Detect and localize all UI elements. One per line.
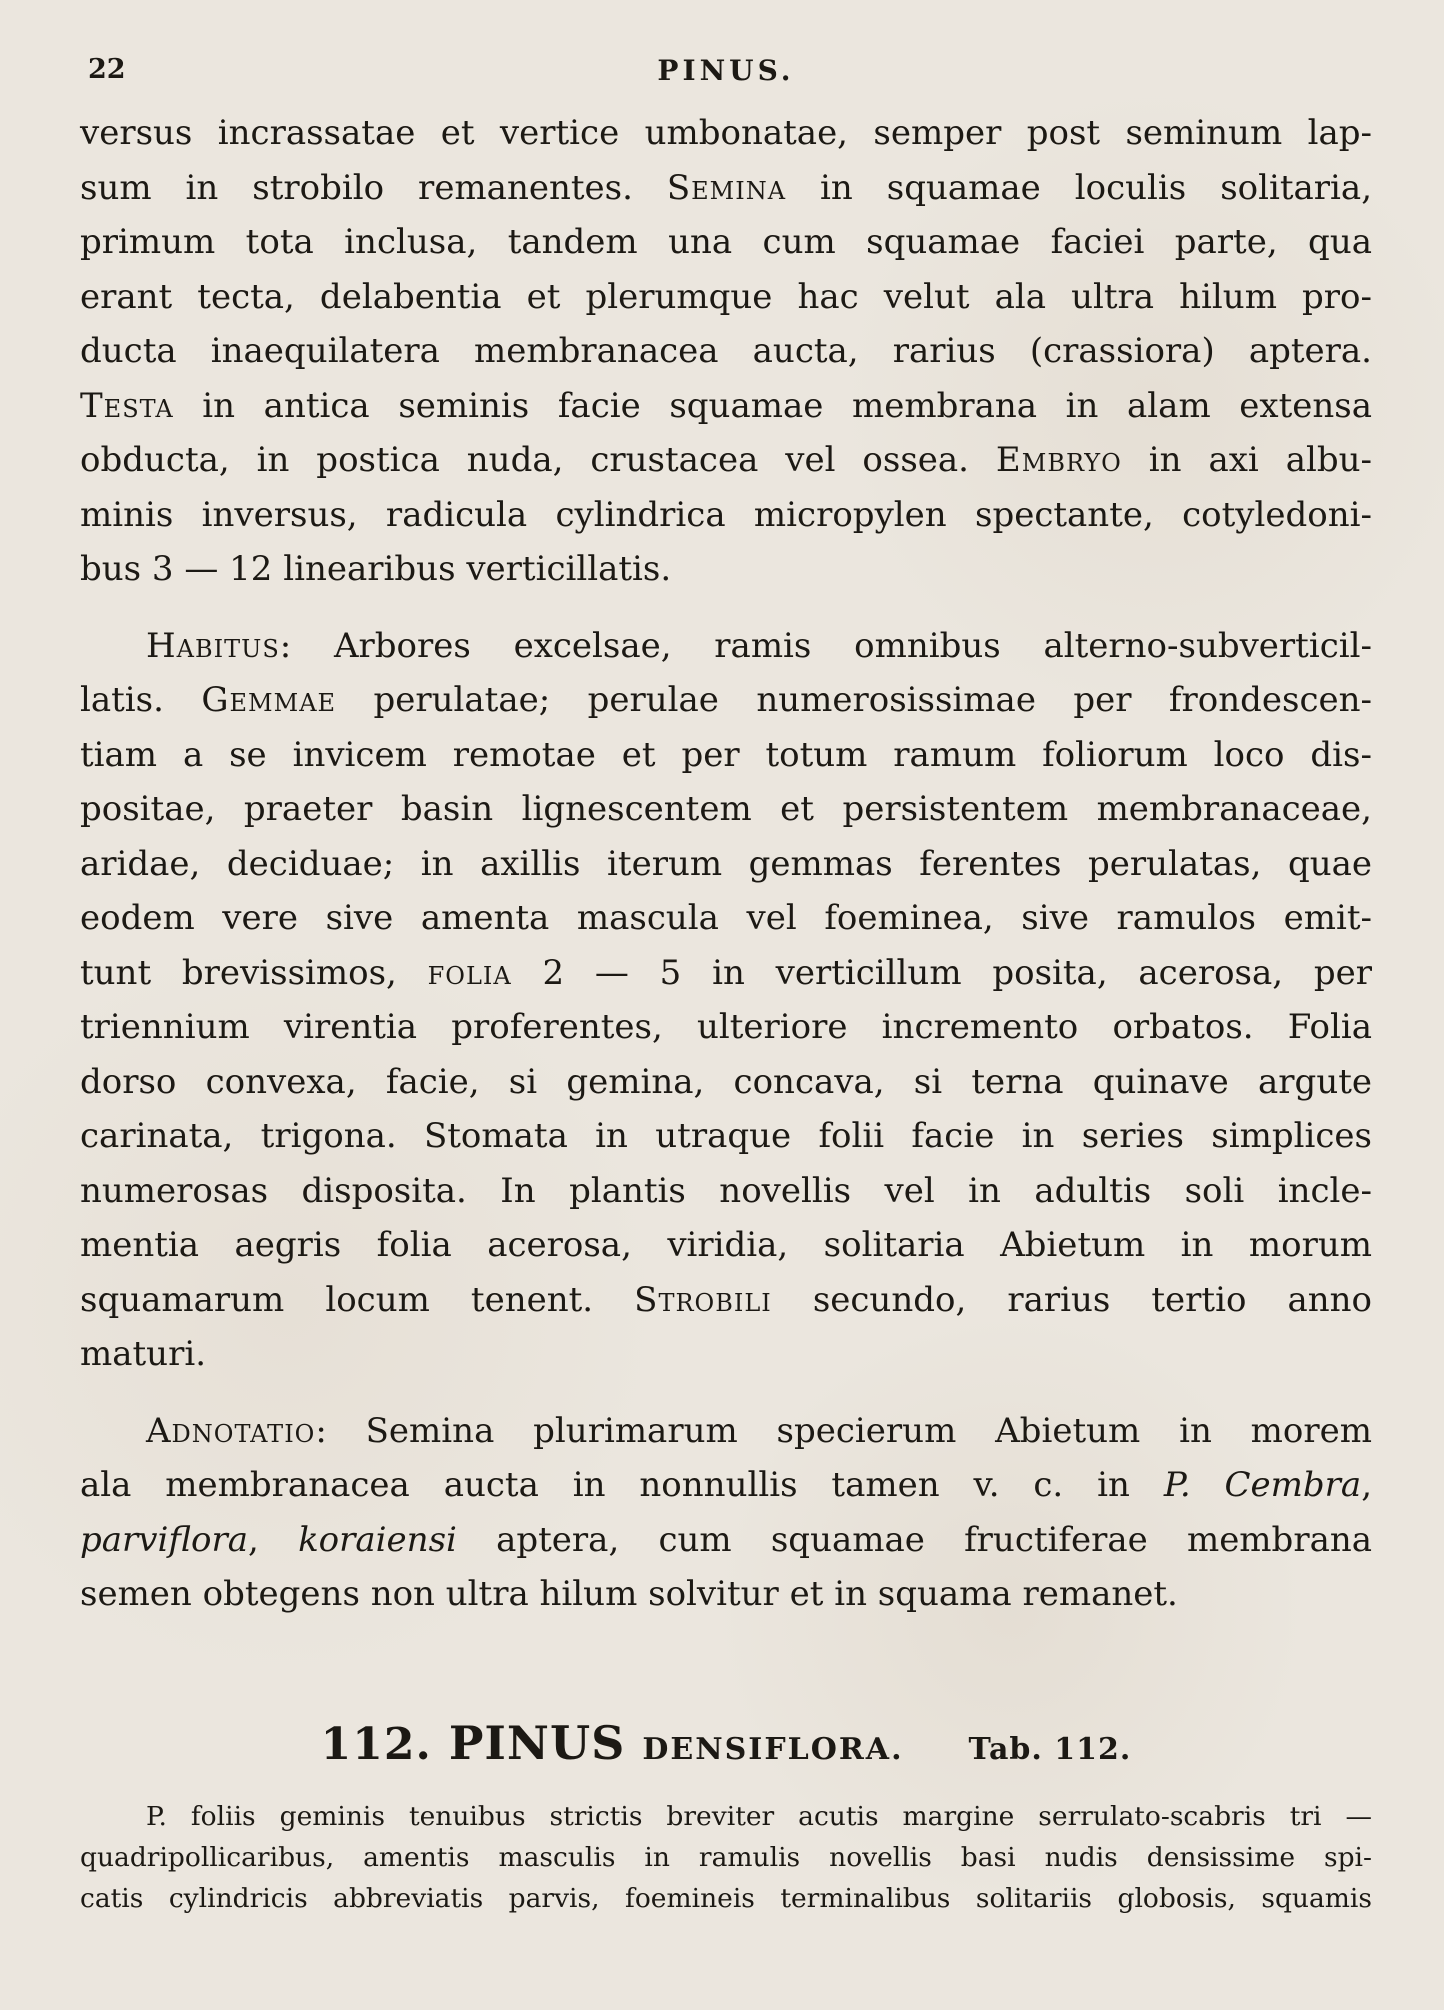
text-run: perulatae; perulae numerosissimae per frondescen- xyxy=(373,680,1373,720)
text-run: in antica seminis facie squamae membrana in alam extensa xyxy=(202,385,1372,426)
text-line xyxy=(80,324,1372,379)
text-line xyxy=(80,673,1372,728)
species-epithet: DENSIFLORA. xyxy=(642,1731,904,1767)
text-line xyxy=(80,1327,1372,1382)
term-folia: folia xyxy=(427,952,512,993)
term-embryo: Embryo xyxy=(995,440,1122,480)
text-run: 2 — 5 in verticillum posita, acerosa, per xyxy=(542,952,1372,993)
species-number: 112. xyxy=(320,1718,432,1770)
term-habitus: Habitus xyxy=(146,625,280,666)
species-name-parviflora: parviflora xyxy=(80,1519,249,1560)
text-run: maturi. xyxy=(80,1334,207,1374)
species-name-cembra: P. Cembra xyxy=(1163,1465,1362,1505)
text-line xyxy=(80,379,1372,434)
text-run: catis cylindricis abbreviatis parvis, foemineis terminalibus solitariis globosis, squamis xyxy=(80,1882,1372,1914)
text-line xyxy=(80,837,1372,892)
text-run: , xyxy=(1361,1465,1372,1505)
text-run: , xyxy=(248,1519,259,1560)
text-line xyxy=(80,1878,1372,1919)
page-number: 22 xyxy=(88,54,126,85)
text-run: quadripollicaribus, amentis masculis in ramulis novellis basi nudis densissime spi- xyxy=(80,1841,1372,1873)
text-run: secundo, rarius tertio anno xyxy=(812,1279,1373,1320)
text-line xyxy=(80,1513,1372,1568)
text-line xyxy=(80,488,1372,543)
running-title: PINUS. xyxy=(657,54,795,87)
text-line xyxy=(80,728,1372,783)
text-run: P. foliis geminis tenuibus strictis breviter acutis margine serrulato-scabris tri — xyxy=(146,1800,1372,1832)
text-line xyxy=(80,542,1372,597)
term-strobili: Strobili xyxy=(634,1279,772,1320)
text-line xyxy=(80,1796,1372,1837)
text-run: tiam a se invicem remotae et per totum ramum foliorum loco dis- xyxy=(80,734,1372,775)
term-semina: Semina xyxy=(666,167,787,208)
text-line xyxy=(80,1837,1372,1878)
text-run: sum in strobilo remanentes. xyxy=(80,167,633,208)
text-line xyxy=(80,1164,1372,1219)
text-run: bus 3 — 12 linearibus verticillatis. xyxy=(80,549,672,589)
text-run: ducta inaequilatera membranacea aucta, rarius (crassiora) aptera. xyxy=(80,331,1372,371)
text-run: eodem vere sive amenta mascula vel foeminea, sive ramulos emit- xyxy=(80,898,1372,938)
text-line xyxy=(80,1567,1372,1622)
paragraph-seed-description xyxy=(80,106,1372,597)
text-run: triennium virentia proferentes, ulteriore incremento orbatos. Folia xyxy=(80,1007,1372,1047)
text-line xyxy=(80,619,1372,674)
term-testa: Testa xyxy=(80,385,174,426)
species-name-koraiensis: koraiensi xyxy=(298,1519,457,1560)
text-run: positae, praeter basin lignescentem et persistentem membranaceae, xyxy=(80,789,1372,829)
paragraph-habitus xyxy=(80,619,1372,1382)
text-line xyxy=(80,1273,1372,1328)
text-run: : Semina plurimarum specierum Abietum in morem xyxy=(315,1410,1372,1451)
text-run: aptera, cum squamae fructiferae membrana xyxy=(496,1519,1373,1560)
species-diagnosis xyxy=(80,1796,1372,1919)
text-line xyxy=(80,891,1372,946)
text-line xyxy=(80,433,1372,488)
text-run: obducta, in postica nuda, crustacea vel ossea. xyxy=(80,440,969,480)
term-gemmae: Gemmae xyxy=(201,680,337,720)
text-run: carinata, trigona. Stomata in utraque folii facie in series simplices xyxy=(80,1116,1372,1156)
text-line xyxy=(80,946,1372,1001)
text-line xyxy=(80,161,1372,216)
text-line xyxy=(80,1218,1372,1273)
text-run: : Arbores excelsae, ramis omnibus alterno-subverticil- xyxy=(279,625,1372,666)
text-line xyxy=(80,270,1372,325)
text-line xyxy=(80,1000,1372,1055)
plate-reference: Tab. 112. xyxy=(968,1731,1132,1767)
text-run: latis. xyxy=(80,680,164,720)
text-line xyxy=(80,782,1372,837)
text-run: in squamae loculis solitaria, xyxy=(820,167,1373,208)
text-run: tunt brevissimos, xyxy=(80,952,397,993)
text-run: dorso convexa, facie, si gemina, concava, si terna quinave argute xyxy=(80,1061,1372,1102)
text-run: erant tecta, delabentia et plerumque hac velut ala ultra hilum pro- xyxy=(80,276,1372,317)
book-page xyxy=(80,40,1372,1919)
paragraph-adnotatio xyxy=(80,1404,1372,1622)
text-line xyxy=(80,215,1372,270)
text-run: squamarum locum tenent. xyxy=(80,1279,594,1320)
text-run: in axi albu- xyxy=(1148,440,1372,480)
text-line xyxy=(80,1109,1372,1164)
term-adnotatio: Adnotatio xyxy=(146,1410,316,1451)
text-line xyxy=(80,1404,1372,1459)
species-heading xyxy=(80,1716,1372,1770)
text-run: versus incrassatae et vertice umbonatae, semper post seminum lap- xyxy=(80,113,1372,153)
text-run: aridae, deciduae; in axillis iterum gemmas ferentes perulatas, quae xyxy=(80,843,1372,884)
text-run: numerosas disposita. In plantis novellis vel in adultis soli incle- xyxy=(80,1170,1372,1211)
text-line xyxy=(80,106,1372,161)
text-run: minis inversus, radicula cylindrica micropylen spectante, cotyledoni- xyxy=(80,494,1372,535)
text-line xyxy=(80,1055,1372,1110)
text-run: primum tota inclusa, tandem una cum squamae faciei parte, qua xyxy=(80,222,1372,262)
text-line xyxy=(80,1458,1372,1513)
running-head xyxy=(80,40,1372,100)
text-run: semen obtegens non ultra hilum solvitur et in squama remanet. xyxy=(80,1574,1178,1614)
species-genus: PINUS xyxy=(448,1715,626,1770)
text-run: mentia aegris folia acerosa, viridia, solitaria Abietum in morum xyxy=(80,1225,1372,1265)
text-run: ala membranacea aucta in nonnullis tamen v. c. in xyxy=(80,1465,1130,1505)
